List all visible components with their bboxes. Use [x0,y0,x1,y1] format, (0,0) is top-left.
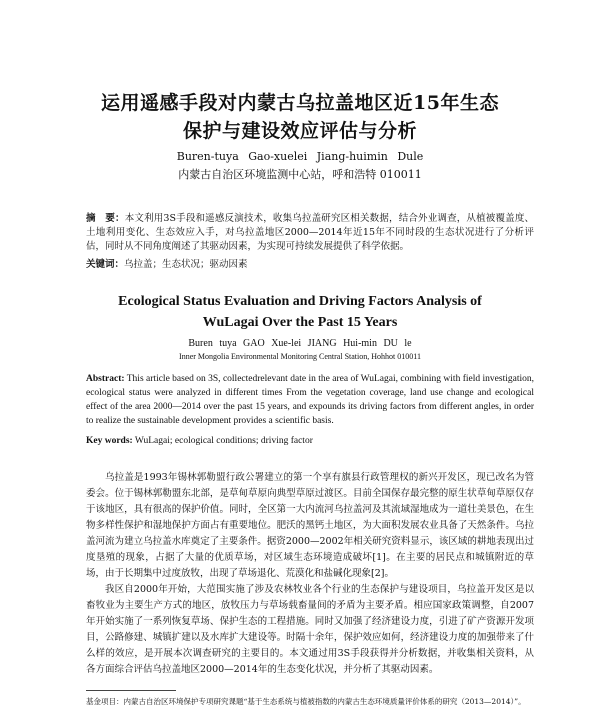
abstract-chinese-label: 摘 要： [86,213,125,224]
authors-pinyin: Buren-tuya Gao-xuelei Jiang-huimin Dule [176,150,424,163]
abstract-chinese [86,212,534,254]
english-title-line-1: Ecological Status Evaluation and Driving Factors Analysis of [118,294,482,309]
abstract-english [86,372,534,428]
keywords-english-text: WuLagai; ecological conditions; driving factor [132,436,313,446]
chinese-title-line-2: 保护与建设效应评估与分析 [182,120,417,142]
authors-english: Buren tuya GAO Xue-lei JIANG Hui-min DU le [188,338,412,349]
keywords-chinese-text: 乌拉盖；生态状况；驱动因素 [124,259,248,270]
keywords-english [86,434,534,448]
abstract-english-label: Abstract: [86,374,125,384]
funding-footnote: 基金项目：内蒙古自治区环境保护专项研究课题“基于生态系统与植被指数的内蒙古生态环境质量评价体系的研究（2013—2014）”。 [86,697,526,706]
affiliation-chinese: 内蒙古自治区环境监测中心站，呼和浩特 010011 [178,168,422,181]
abstract-english-text: This article based on 3S, collectedrelevant date in the area of WuLagai, combining with field investigation, ecological status were analyzed in different times From the vegetation coverage, land use change and ecological effect of the area 2000—2014 over the past 15 years, and expounds its driving factors from different angles, in order to realize the sustainable development provides a scientific basis. [86,374,534,426]
footnote-divider [86,690,176,691]
english-title-line-2: WuLagai Over the Past 15 Years [202,315,398,330]
keywords-chinese [86,258,534,272]
body-text [86,470,534,678]
abstract-chinese-text: 本文利用3S手段和遥感反演技术，收集乌拉盖研究区相关数据，结合外业调查，从植被覆盖度、土地利用变化、生态效应入手，对乌拉盖地区2000—2014年近15年不同时段的生态状况进行了分析评估，同时从不同角度阐述了其驱动因素，为实现可持续发展提供了科学依据。 [86,213,534,252]
body-paragraph-1: 乌拉盖是1993年锡林郭勒盟行政公署建立的第一个享有旗县行政管理权的新兴开发区，现已改名为管委会。位于锡林郭勒盟东北部，是草甸草原向典型草原过渡区。目前全国保存最完整的原生状草甸草原仅存于该地区，具有很高的保护价值。同时，全区第一大内流河乌拉盖河及其流域湿地成为一道壮美景色，在生物多样性保护和湿地保护方面占有重要地位。肥沃的黑钙土地区，为大面积发展农业具备了天然条件。乌拉盖河流为建立乌拉盖水库奠定了主要条件。据资2000—2002年相关研究资料显示，该区域的耕地表现出过度垦殖的现象，占据了大量的优质草场，对区域生态环境造成破坏[1]。在主要的居民点和城镇附近的草场，由于长期集中过度放牧，出现了草场退化、荒漠化和盐碱化现象[2]。 [86,472,534,579]
body-paragraph-2: 我区自2000年开始，大范围实施了涉及农林牧业各个行业的生态保护与建设项目，乌拉盖开发区是以畜牧业为主要生产方式的地区，放牧压力与草场载畜量间的矛盾为主要矛盾。相应国家政策调整，自2007年开始实施了一系列恢复草场、保护生态的工程措施。同时又加强了经济建设力度，引进了矿产资源开发项目，公路修建、城镇扩建以及水库扩大建设等。时隔十余年，保护效应如何，经济建设力度的加强带来了什么样的效应，是开展本次调查研究的主要目的。本文通过用3S手段获得并分析数据，并收集相关资料，从各方面综合评估乌拉盖地区2000—2014年的生态变化状况，并分析了其驱动因素。 [86,584,534,675]
keywords-chinese-label: 关键词： [86,259,125,270]
affiliation-english: Inner Mongolia Environmental Monitoring Central Station, Hohhot 010011 [179,352,421,361]
chinese-title-line-1: 运用遥感手段对内蒙古乌拉盖地区近15年生态 [101,92,499,114]
keywords-english-label: Key words: [86,436,133,446]
